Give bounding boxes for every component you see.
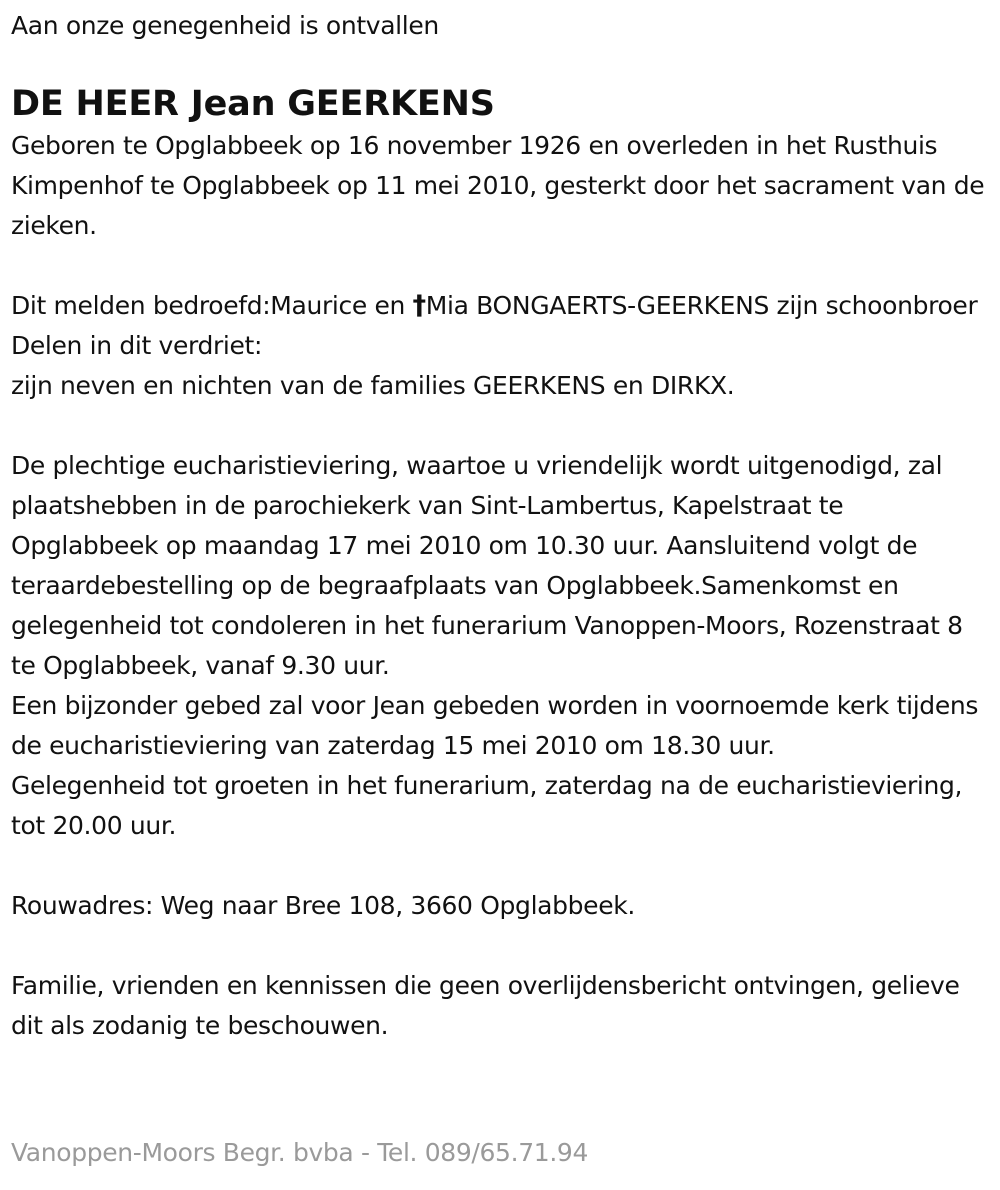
- intro-line: Aan onze genegenheid is ontvallen: [11, 11, 439, 40]
- ceremony-paragraph-1: De plechtige eucharistieviering, waartoe u vriendelijk wordt uitgenodigd, zal plaatshebben in de parochiekerk van Sint-Lambertus, Kapelstraat te Opglabbeek op maandag 17 mei 2010 om 10.30 uur. Aansluitend volgt de teraardebestelling op de begraafplaats van Opglabbeek.Samenkomst en gelegenheid tot condoleren in het funerarium Vanoppen-Moors, Rozenstraat 8 te Opglabbeek, vanaf 9.30 uur.: [11, 451, 963, 680]
- announced-prefix: Dit melden bedroefd:Maurice en: [11, 291, 413, 320]
- ceremony-paragraph-3: Gelegenheid tot groeten in het funerarium, zaterdag na de eucharistieviering, tot 20.00 uur.: [11, 771, 963, 840]
- ceremony-block: [11, 446, 991, 846]
- ceremony-paragraph-2: Een bijzonder gebed zal voor Jean gebeden worden in voornoemde kerk tijdens de eucharistieviering van zaterdag 15 mei 2010 om 18.30 uur.: [11, 691, 979, 760]
- announced-by-line: [11, 286, 991, 326]
- share-families: zijn neven en nichten van de families GEERKENS en DIRKX.: [11, 371, 735, 400]
- deceased-name: DE HEER Jean GEERKENS: [11, 84, 495, 124]
- share-heading: Delen in dit verdriet:: [11, 331, 263, 360]
- undertaker-footer: Vanoppen-Moors Begr. bvba - Tel. 089/65.71.94: [11, 1138, 589, 1167]
- birth-death-paragraph: Geboren te Opglabbeek op 16 november 1926 en overleden in het Rusthuis Kimpenhof te Opglabbeek op 11 mei 2010, gesterkt door het sacrament van de zieken.: [11, 131, 985, 240]
- announced-suffix: Mia BONGAERTS-GEERKENS zijn schoonbroer: [425, 291, 978, 320]
- cross-icon: †: [412, 290, 426, 321]
- mourning-address: Rouwadres: Weg naar Bree 108, 3660 Opglabbeek.: [11, 891, 635, 920]
- closing-paragraph: Familie, vrienden en kennissen die geen overlijdensbericht ontvingen, gelieve dit als zodanig te beschouwen.: [11, 971, 960, 1040]
- obituary-notice: [11, 6, 991, 1046]
- mourners-block: [11, 286, 991, 406]
